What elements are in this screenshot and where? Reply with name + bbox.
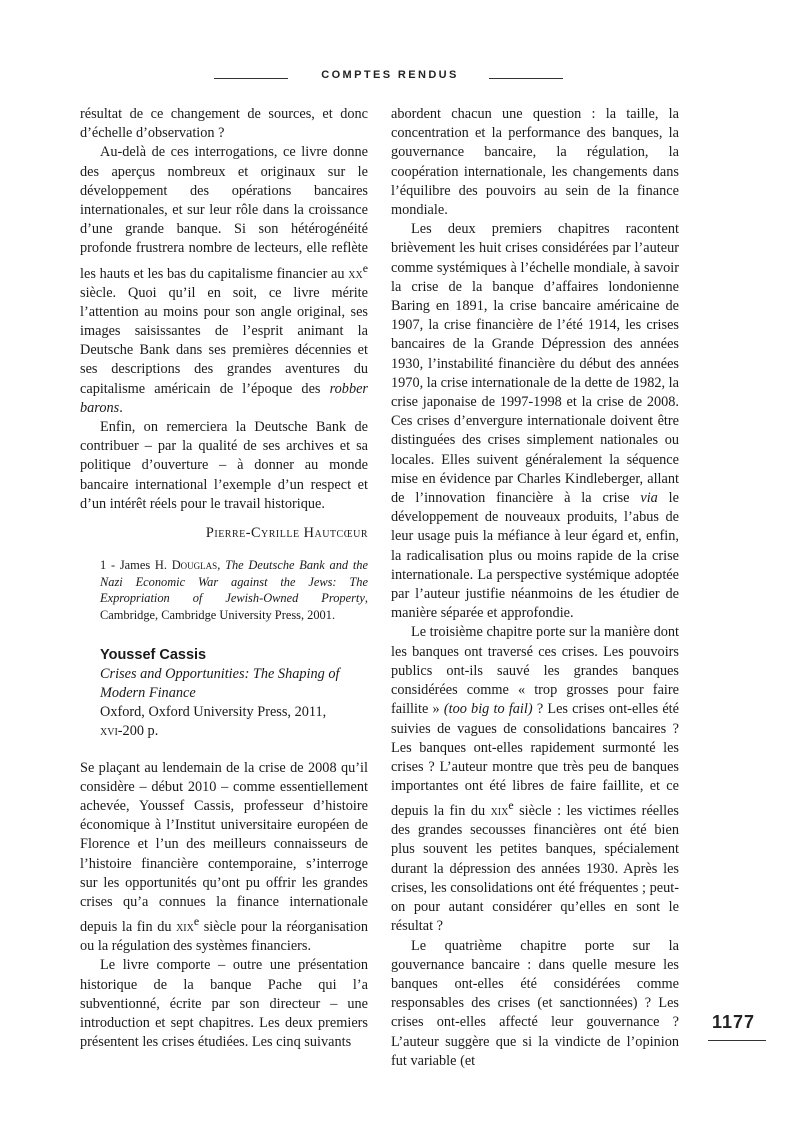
paragraph: Le livre comporte – outre une présentation historique de la banque Pache qui l’a subventionné, écrite par son directeur – une introduction et sept chapitres. Les deux premiers présentent les crises étudiées. Les cinq suivants [80,957,368,1051]
book-publication: Oxford, Oxford University Press, 2011, xvi-200 p. [100,703,327,739]
page-number-rule [708,1040,766,1041]
review-body [80,759,368,1053]
reviewer-signature: Pierre-Cyrille Hautcœur [205,525,368,542]
paragraph: Au-delà de ces interrogations, ce livre donne des aperçus nombreux et originaux sur le développement des opérations bancaires internationales, et sur leur rôle dans la croissance d’une grande banque. Si son hétérogénéité profonde frustrera nombre de lecteurs, elle reflète les hauts et les bas du capitalisme financier au $xx^e$ siècle. Quoi qu’il en soit, ce livre mérite l’attention au moins pour son angle original, ses images saisissantes de l’esprit animant la Deutsche Bank dans ses premières décennies et ses descriptions des grandes aventures du capitalisme américain de l’époque des robber barons. [80,144,368,416]
paragraph: résultat de ce changement de sources, et donc d’échelle d’observation ? [80,106,368,142]
page-number: 1177 [712,1012,756,1032]
book-author: Youssef Cassis [100,646,207,663]
running-head-rule-right [489,78,563,79]
paragraph: Les deux premiers chapitres racontent brièvement les huit crises considérées par l’auteur comme systémiques à l’échelle mondiale, à savoir la crise de la banque d’affaires londonienne Baring en 1891, la crise bancaire américaine de 1907, la crise financière de l’été 1914, les crises bancaires de la Grande Dépression des années 1930, l’instabilité financière du début des années 1970, la crise internationale de la dette de 1982, la crise japonaise de 1997-1998 et la crise de 2008. Ces crises d’envergure internationale doivent être distinguées des crises simplement nationales ou locales. Elles suivent généralement la séquence mise en évidence par Charles Kindleberger, allant de l’innovation financière à la crise via le développement de nouveaux produits, l’abus de leur usage puis la méfiance à leur égard et, enfin, la radicalisation plus ou moins rapide de la crise internationale. La perspective systémique adoptée par l’auteur justifie néanmoins de les étudier de manière séparée et approfondie. [391,221,679,622]
book-review-header [80,646,368,741]
running-head-label: COMPTES RENDUS [321,69,459,81]
right-column [391,105,679,1071]
footnote: 1 - James H. Douglas, The Deutsche Bank and the Nazi Economic War against the Jews: The Expropriation of Jewish-Owned Property, Cambridge, Cambridge University Press, 2001. [100,558,369,623]
paragraph: Le quatrième chapitre porte sur la gouvernance bancaire : dans quelle mesure les banques ont-elles été considérées comme responsables des crises (et sanctionnées) ? Les crises ont-elles affecté leur gouvernance ? L’auteur suggère que si la vindicte de l’opinion fut variable (et [391,937,679,1069]
paragraph: Enfin, on remerciera la Deutsche Bank de contribuer – par la qualité de ses archives et sa politique d’ouverture – à donner au monde bancaire international l’exemple d’un respect et d’un intérêt réels pour le travail historique. [80,419,368,512]
running-head-rule-left [214,78,288,79]
left-column [80,105,368,1052]
paragraph: Le troisième chapitre porte sur la manière dont les banques ont traversé ces crises. Les pouvoirs publics ont-ils sauvé les grandes banques considérées comme « trop grosses pour faire faillite » (too big to fail) ? Les crises ont-elles été suivies de vagues de consolidations bancaires ? Les banques ont-elles rapidement surmonté les crises ? L’auteur montre que très peu de banques importantes ont été libres de faire faillite, et ce depuis la fin du xix$^e$ siècle : les victimes réelles des grandes secousses financières ont été bien plus souvent les petites banques, spécialement durant la dépression des années 1930. Après les crises, les consolidations ont été fréquentes ; peut-on pour autant considérer qu’elles en sont le résultat ? [391,624,679,935]
paragraph: abordent chacun une question : la taille, la concentration et la performance des banques, la gouvernance bancaire, la régulation, la coopération internationale, les changements dans l’équilibre des pouvoirs au sein de la finance mondiale. [391,106,679,219]
book-title: Crises and Opportunities: The Shaping of Modern Finance [100,665,340,701]
paragraph: Se plaçant au lendemain de la crise de 2008 qu’il considère – début 2010 – comme essentiellement achevée, Youssef Cassis, professeur d’histoire économique à l’Institut universitaire européen de Florence et l’un des meilleurs connaisseurs de l’histoire financière contemporaine, s’interroge sur les opportunités qu’ont pu offrir les grandes crises qu’a connues la finance internationale depuis la fin du xix$^e$ siècle pour la réorganisation ou la régulation des systèmes financiers. [80,759,368,955]
running-head [0,67,800,91]
